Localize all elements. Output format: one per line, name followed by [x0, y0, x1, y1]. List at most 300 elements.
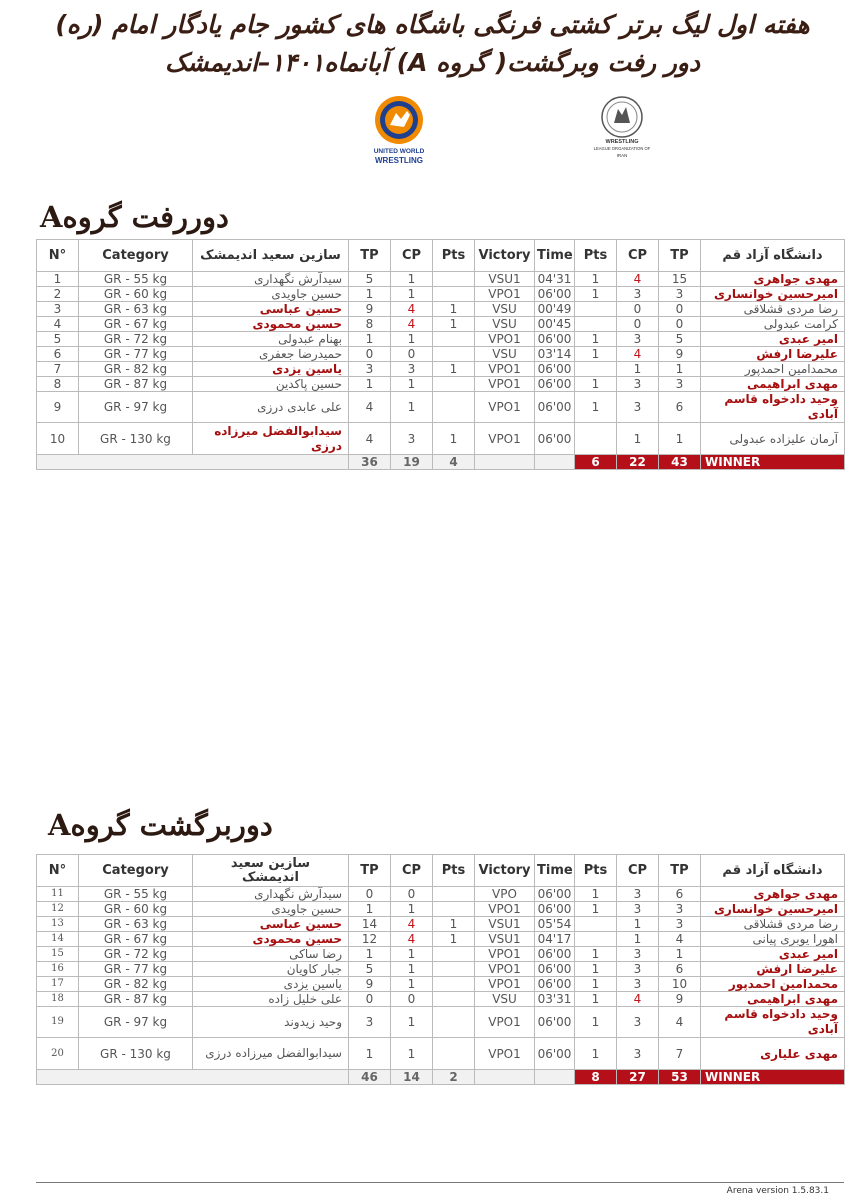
weight-category: GR - 77 kg [79, 347, 193, 362]
totals-spacer-victory [475, 455, 535, 470]
weight-category: GR - 97 kg [79, 1007, 193, 1038]
bout-number: 12 [37, 902, 79, 917]
right-tp: 5 [659, 332, 701, 347]
left-cp: 1 [391, 977, 433, 992]
right-tp: 1 [659, 423, 701, 455]
left-pts [433, 272, 475, 287]
left-pts [433, 1007, 475, 1038]
right-cp: 3 [617, 962, 659, 977]
weight-category: GR - 130 kg [79, 1038, 193, 1070]
table-row [37, 377, 845, 392]
bout-number: 6 [37, 347, 79, 362]
table-row [37, 1007, 845, 1038]
bout-number: 10 [37, 423, 79, 455]
left-wrestler-name: حسین پاکدین [193, 377, 349, 392]
right-pts: 1 [575, 392, 617, 423]
left-wrestler-name: سیدابوالفضل میرزاده درزی [193, 1038, 349, 1070]
left-total-cp: 14 [391, 1070, 433, 1085]
right-tp: 1 [659, 362, 701, 377]
left-wrestler-name: سیدآرش نگهداری [193, 272, 349, 287]
weight-category: GR - 60 kg [79, 287, 193, 302]
right-pts: 1 [575, 887, 617, 902]
left-tp: 1 [349, 332, 391, 347]
arena-version: Arena version 1.5.83.1 [726, 1186, 829, 1196]
right-wrestler-name: رضا مردی قشلاقی [701, 917, 845, 932]
left-wrestler-name: علی عابدی درزی [193, 392, 349, 423]
weight-category: GR - 82 kg [79, 362, 193, 377]
bout-number: 13 [37, 917, 79, 932]
table-row [37, 1038, 845, 1070]
right-pts: 1 [575, 1038, 617, 1070]
page-title-line2: دور رفت وبرگشت( گروه A) آبانماه۱۴۰۱–اندیمشک [164, 48, 701, 77]
left-tp: 1 [349, 287, 391, 302]
right-pts [575, 317, 617, 332]
col-header-team-right: دانشگاه آزاد قم [701, 240, 845, 272]
left-cp: 1 [391, 272, 433, 287]
right-tp: 4 [659, 1007, 701, 1038]
bout-number: 2 [37, 287, 79, 302]
col-header-right-cp: CP [617, 240, 659, 272]
col-header-right-tp: TP [659, 240, 701, 272]
left-pts [433, 1038, 475, 1070]
right-wrestler-name: امیرحسین خوانساری [701, 287, 845, 302]
victory-type: VPO1 [475, 392, 535, 423]
right-wrestler-name: امیرحسین خوانساری [701, 902, 845, 917]
bout-number: 20 [37, 1038, 79, 1070]
left-tp: 4 [349, 423, 391, 455]
wrestling-league-iran-logo [588, 95, 656, 159]
left-wrestler-name: وحید زیدوند [193, 1007, 349, 1038]
winner-label: WINNER [701, 1070, 845, 1085]
left-pts [433, 287, 475, 302]
right-total-pts: 8 [575, 1070, 617, 1085]
left-tp: 8 [349, 317, 391, 332]
left-cp: 0 [391, 887, 433, 902]
bout-time: 06'00 [535, 887, 575, 902]
col-header-no: N° [37, 240, 79, 272]
right-tp: 10 [659, 977, 701, 992]
round1-results-table [36, 239, 845, 470]
left-cp: 1 [391, 392, 433, 423]
left-pts: 1 [433, 317, 475, 332]
round1-title: دوررفت گروهA [40, 200, 229, 234]
bout-number: 3 [37, 302, 79, 317]
wlo-logo-text1: WRESTLING [605, 139, 639, 145]
right-cp: 3 [617, 947, 659, 962]
left-pts: 1 [433, 362, 475, 377]
left-cp: 1 [391, 1038, 433, 1070]
left-cp: 1 [391, 287, 433, 302]
victory-type: VSU [475, 992, 535, 1007]
left-pts: 1 [433, 423, 475, 455]
victory-type: VSU1 [475, 917, 535, 932]
right-pts: 1 [575, 287, 617, 302]
page-title-line1: هفته اول لیگ برتر کشتی فرنگی باشگاه های کشور جام یادگار امام (ره) [55, 10, 810, 39]
left-wrestler-name: یاسین یزدی [193, 362, 349, 377]
right-cp: 4 [617, 272, 659, 287]
table-row [37, 392, 845, 423]
wlo-logo-text2: LEAGUE ORGANIZATION OF [593, 146, 651, 151]
totals-spacer-time [535, 455, 575, 470]
bout-number: 7 [37, 362, 79, 377]
left-tp: 4 [349, 392, 391, 423]
bout-number: 9 [37, 392, 79, 423]
totals-spacer [37, 1070, 349, 1085]
left-total-pts: 2 [433, 1070, 475, 1085]
right-tp: 9 [659, 992, 701, 1007]
bout-time: 06'00 [535, 1038, 575, 1070]
table-row [37, 272, 845, 287]
bout-number: 1 [37, 272, 79, 287]
victory-type: VPO1 [475, 423, 535, 455]
right-cp: 3 [617, 977, 659, 992]
col-header-time: Time [535, 240, 575, 272]
header-row [37, 855, 845, 887]
left-cp: 4 [391, 317, 433, 332]
bout-time: 03'31 [535, 992, 575, 1007]
right-wrestler-name: محمدامین احمدپور [701, 362, 845, 377]
left-wrestler-name: علی خلیل زاده [193, 992, 349, 1007]
left-cp: 1 [391, 1007, 433, 1038]
right-wrestler-name: مهدی علیاری [701, 1038, 845, 1070]
right-tp: 3 [659, 377, 701, 392]
bout-time: 04'17 [535, 932, 575, 947]
left-tp: 1 [349, 947, 391, 962]
bout-time: 03'14 [535, 347, 575, 362]
right-wrestler-name: کرامت عبدولی [701, 317, 845, 332]
wlo-logo-text3: IRAN [616, 153, 628, 158]
weight-category: GR - 87 kg [79, 992, 193, 1007]
right-pts: 1 [575, 347, 617, 362]
victory-type: VPO1 [475, 947, 535, 962]
totals-spacer [37, 455, 349, 470]
table-row [37, 423, 845, 455]
victory-type: VSU [475, 302, 535, 317]
left-cp: 3 [391, 362, 433, 377]
left-wrestler-name: سیدآرش نگهداری [193, 887, 349, 902]
right-wrestler-name: مهدی جواهری [701, 272, 845, 287]
col-header-team-right: دانشگاه آزاد قم [701, 855, 845, 887]
left-pts [433, 887, 475, 902]
right-cp: 3 [617, 1038, 659, 1070]
table-row [37, 962, 845, 977]
weight-category: GR - 72 kg [79, 947, 193, 962]
table-row [37, 362, 845, 377]
left-tp: 9 [349, 977, 391, 992]
right-pts [575, 302, 617, 317]
right-wrestler-name: امیر عبدی [701, 947, 845, 962]
right-tp: 6 [659, 962, 701, 977]
table-row [37, 902, 845, 917]
right-wrestler-name: مهدی ابراهیمی [701, 992, 845, 1007]
bout-number: 17 [37, 977, 79, 992]
table-row [37, 317, 845, 332]
united-world-wrestling-logo [370, 95, 428, 167]
bout-time: 06'00 [535, 377, 575, 392]
bout-time: 06'00 [535, 977, 575, 992]
victory-type: VPO1 [475, 902, 535, 917]
bout-time: 06'00 [535, 902, 575, 917]
left-cp: 1 [391, 902, 433, 917]
right-wrestler-name: رضا مردی قشلاقی [701, 302, 845, 317]
table-row [37, 917, 845, 932]
right-tp: 3 [659, 287, 701, 302]
bout-time: 00'49 [535, 302, 575, 317]
left-wrestler-name: حسین جاویدی [193, 287, 349, 302]
left-pts [433, 962, 475, 977]
uww-logo-text2: WRESTLING [375, 156, 423, 165]
left-tp: 1 [349, 902, 391, 917]
bout-time: 06'00 [535, 332, 575, 347]
left-tp: 5 [349, 272, 391, 287]
left-total-pts: 4 [433, 455, 475, 470]
table-row [37, 302, 845, 317]
weight-category: GR - 77 kg [79, 962, 193, 977]
right-total-tp: 43 [659, 455, 701, 470]
right-pts: 1 [575, 902, 617, 917]
left-tp: 0 [349, 347, 391, 362]
col-header-left-pts: Pts [433, 240, 475, 272]
col-header-category: Category [79, 240, 193, 272]
right-total-cp: 27 [617, 1070, 659, 1085]
left-tp: 9 [349, 302, 391, 317]
right-pts: 1 [575, 332, 617, 347]
table-row [37, 977, 845, 992]
victory-type: VSU1 [475, 932, 535, 947]
right-cp: 0 [617, 302, 659, 317]
right-tp: 9 [659, 347, 701, 362]
bout-number: 5 [37, 332, 79, 347]
totals-spacer-time [535, 1070, 575, 1085]
right-pts: 1 [575, 377, 617, 392]
left-cp: 0 [391, 347, 433, 362]
left-cp: 4 [391, 302, 433, 317]
right-wrestler-name: وحید دادخواه قاسم آبادی [701, 392, 845, 423]
left-tp: 3 [349, 362, 391, 377]
right-tp: 6 [659, 392, 701, 423]
col-header-time: Time [535, 855, 575, 887]
weight-category: GR - 55 kg [79, 887, 193, 902]
left-tp: 12 [349, 932, 391, 947]
left-tp: 1 [349, 1038, 391, 1070]
right-cp: 4 [617, 347, 659, 362]
right-tp: 0 [659, 317, 701, 332]
weight-category: GR - 63 kg [79, 302, 193, 317]
round2-results-table [36, 854, 845, 1085]
weight-category: GR - 60 kg [79, 902, 193, 917]
left-wrestler-name: حسین عباسی [193, 917, 349, 932]
bout-time: 06'00 [535, 947, 575, 962]
bout-number: 16 [37, 962, 79, 977]
col-header-right-pts: Pts [575, 240, 617, 272]
left-pts [433, 392, 475, 423]
weight-category: GR - 87 kg [79, 377, 193, 392]
left-pts [433, 377, 475, 392]
table-row [37, 287, 845, 302]
right-cp: 3 [617, 377, 659, 392]
right-pts: 1 [575, 962, 617, 977]
right-pts: 1 [575, 1007, 617, 1038]
left-cp: 4 [391, 917, 433, 932]
left-tp: 1 [349, 377, 391, 392]
right-cp: 1 [617, 932, 659, 947]
right-total-pts: 6 [575, 455, 617, 470]
left-wrestler-name: حسین عباسی [193, 302, 349, 317]
col-header-category: Category [79, 855, 193, 887]
left-total-cp: 19 [391, 455, 433, 470]
bout-time: 05'54 [535, 917, 575, 932]
weight-category: GR - 72 kg [79, 332, 193, 347]
right-pts [575, 362, 617, 377]
bout-time: 06'00 [535, 423, 575, 455]
right-pts [575, 917, 617, 932]
left-cp: 0 [391, 992, 433, 1007]
victory-type: VSU1 [475, 272, 535, 287]
table-row [37, 347, 845, 362]
left-wrestler-name: جبار کاویان [193, 962, 349, 977]
left-wrestler-name: حمیدرضا جعفری [193, 347, 349, 362]
right-tp: 15 [659, 272, 701, 287]
left-pts [433, 977, 475, 992]
left-cp: 4 [391, 932, 433, 947]
left-pts: 1 [433, 932, 475, 947]
col-header-left-cp: CP [391, 240, 433, 272]
victory-type: VPO1 [475, 1038, 535, 1070]
weight-category: GR - 97 kg [79, 392, 193, 423]
col-header-team-left: سازین سعید اندیمشک [193, 240, 349, 272]
left-cp: 1 [391, 947, 433, 962]
left-cp: 1 [391, 377, 433, 392]
col-header-left-cp: CP [391, 855, 433, 887]
right-pts: 1 [575, 272, 617, 287]
right-cp: 3 [617, 287, 659, 302]
left-pts: 1 [433, 917, 475, 932]
right-cp: 1 [617, 362, 659, 377]
right-wrestler-name: آرمان علیزاده عبدولی [701, 423, 845, 455]
left-wrestler-name: حسین محمودی [193, 317, 349, 332]
left-wrestler-name: حسین محمودی [193, 932, 349, 947]
left-pts [433, 332, 475, 347]
header-row [37, 240, 845, 272]
col-header-left-tp: TP [349, 855, 391, 887]
right-cp: 1 [617, 917, 659, 932]
round2-title: دوربرگشت گروهA [48, 808, 273, 842]
left-wrestler-name: یاسین یزدی [193, 977, 349, 992]
left-tp: 14 [349, 917, 391, 932]
right-tp: 7 [659, 1038, 701, 1070]
left-cp: 1 [391, 332, 433, 347]
bout-number: 19 [37, 1007, 79, 1038]
bout-number: 11 [37, 887, 79, 902]
col-header-team-left: سازین سعید اندیمشک [193, 855, 349, 887]
left-pts: 1 [433, 302, 475, 317]
right-tp: 3 [659, 917, 701, 932]
table-row [37, 992, 845, 1007]
right-wrestler-name: علیرضا ارفش [701, 347, 845, 362]
right-total-cp: 22 [617, 455, 659, 470]
right-pts: 1 [575, 992, 617, 1007]
left-cp: 1 [391, 962, 433, 977]
left-tp: 3 [349, 1007, 391, 1038]
weight-category: GR - 67 kg [79, 932, 193, 947]
weight-category: GR - 55 kg [79, 272, 193, 287]
right-tp: 6 [659, 887, 701, 902]
weight-category: GR - 67 kg [79, 317, 193, 332]
left-tp: 0 [349, 992, 391, 1007]
left-wrestler-name: سیدابوالفضل میرزاده درزی [193, 423, 349, 455]
col-header-no: N° [37, 855, 79, 887]
col-header-left-pts: Pts [433, 855, 475, 887]
left-wrestler-name: بهنام عبدولی [193, 332, 349, 347]
left-wrestler-name: رضا ساکی [193, 947, 349, 962]
right-cp: 1 [617, 423, 659, 455]
right-wrestler-name: علیرضا ارفش [701, 962, 845, 977]
right-cp: 3 [617, 332, 659, 347]
left-wrestler-name: حسین جاویدی [193, 902, 349, 917]
bout-time: 06'00 [535, 1007, 575, 1038]
table-row [37, 947, 845, 962]
victory-type: VSU [475, 347, 535, 362]
col-header-right-cp: CP [617, 855, 659, 887]
bout-number: 4 [37, 317, 79, 332]
left-tp: 0 [349, 887, 391, 902]
left-pts [433, 992, 475, 1007]
right-wrestler-name: وحید دادخواه قاسم آبادی [701, 1007, 845, 1038]
right-tp: 3 [659, 902, 701, 917]
winner-label: WINNER [701, 455, 845, 470]
bout-number: 14 [37, 932, 79, 947]
right-tp: 1 [659, 947, 701, 962]
right-wrestler-name: مهدی جواهری [701, 887, 845, 902]
left-total-tp: 36 [349, 455, 391, 470]
left-tp: 5 [349, 962, 391, 977]
weight-category: GR - 63 kg [79, 917, 193, 932]
weight-category: GR - 130 kg [79, 423, 193, 455]
totals-row [37, 455, 845, 470]
right-total-tp: 53 [659, 1070, 701, 1085]
right-cp: 4 [617, 992, 659, 1007]
victory-type: VPO1 [475, 287, 535, 302]
bout-time: 06'00 [535, 362, 575, 377]
bout-time: 04'31 [535, 272, 575, 287]
victory-type: VPO [475, 887, 535, 902]
bout-time: 06'00 [535, 392, 575, 423]
right-wrestler-name: مهدی ابراهیمی [701, 377, 845, 392]
totals-spacer-victory [475, 1070, 535, 1085]
col-header-left-tp: TP [349, 240, 391, 272]
col-header-right-pts: Pts [575, 855, 617, 887]
right-pts: 1 [575, 977, 617, 992]
table-row [37, 887, 845, 902]
victory-type: VPO1 [475, 362, 535, 377]
left-pts [433, 347, 475, 362]
bout-number: 18 [37, 992, 79, 1007]
col-header-right-tp: TP [659, 855, 701, 887]
right-pts [575, 932, 617, 947]
victory-type: VPO1 [475, 1007, 535, 1038]
bout-number: 15 [37, 947, 79, 962]
right-tp: 0 [659, 302, 701, 317]
left-pts [433, 902, 475, 917]
right-cp: 0 [617, 317, 659, 332]
right-cp: 3 [617, 1007, 659, 1038]
totals-row [37, 1070, 845, 1085]
victory-type: VPO1 [475, 977, 535, 992]
victory-type: VSU [475, 317, 535, 332]
victory-type: VPO1 [475, 962, 535, 977]
right-pts [575, 423, 617, 455]
left-total-tp: 46 [349, 1070, 391, 1085]
